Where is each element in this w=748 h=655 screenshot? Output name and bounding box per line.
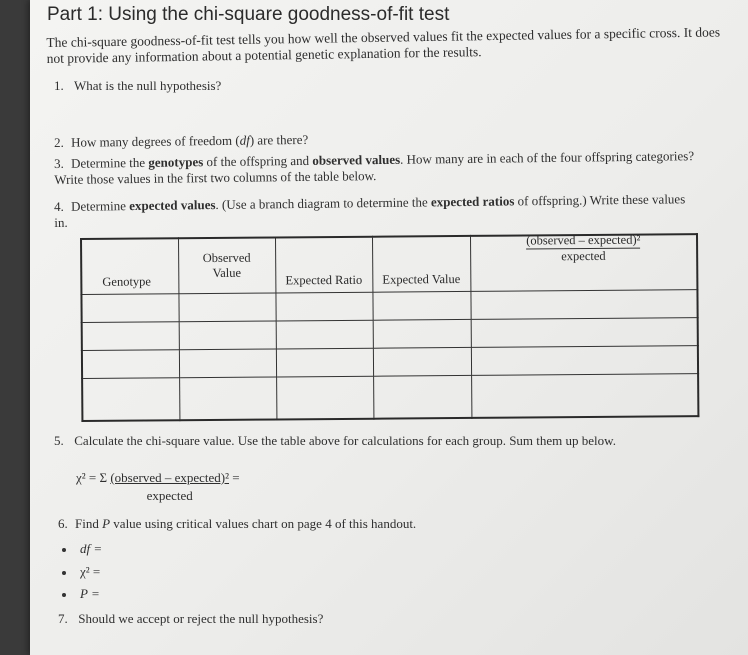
header-genotype: Genotype [81,238,178,294]
intro-text: The chi-square goodness-of-fit test tells you how well the observed values fit the expected values for a specific cross. It does not provide any information about a potential genetic explanation for the results. [46,24,721,66]
bullet-df [62,541,102,557]
table-cell[interactable] [179,321,276,350]
table-row [82,374,698,421]
question-number: 4. [54,198,64,214]
bold-term: genotypes [148,154,204,170]
header-chi-term [470,234,697,291]
table-cell[interactable] [372,291,470,320]
question-text: Determine [70,198,130,214]
formula-numerator: (observed – expected)² [110,470,230,485]
worksheet-page [30,0,748,655]
question-6 [58,516,416,532]
table-cell[interactable] [471,318,698,348]
table-cell[interactable] [471,346,698,376]
table-cell[interactable] [82,378,179,421]
chi-denominator: expected [561,248,606,264]
chi-fraction [526,233,640,265]
question-text: How many degrees of freedom ( [70,132,240,150]
bullet-chi-label: χ² = [80,564,101,579]
header-observed-bottom: Value [212,265,242,280]
question-text: Find [75,516,103,531]
formula-equals: = [229,470,240,485]
header-observed-top: Observed [202,250,251,266]
question-text: value using critical values chart on page 4 of this handout. [110,516,417,531]
bullet-dot [62,593,66,597]
question-text: ) are there? [249,131,309,148]
question-text: . (Use a branch diagram to determine the [215,194,432,213]
formula-lhs: χ² = Σ [76,470,111,485]
table-cell[interactable] [82,322,179,351]
bullet-df-label: df = [80,541,103,556]
question-text: Determine the [70,154,149,171]
table-cell[interactable] [275,292,372,321]
question-text: . How many are in each of the four offspring categories? Write those values in the first two columns of the table below. [54,148,695,187]
question-text: Calculate the chi-square value. Use the table above for calculations for each group. Sum them up below. [74,433,616,448]
p-term: P [102,516,111,531]
table-cell[interactable] [178,293,275,322]
question-2 [54,132,308,151]
table-cell[interactable] [470,290,697,320]
bold-term: observed values [312,151,401,168]
question-1 [54,78,221,94]
bullet-dot [62,548,66,552]
table-cell[interactable] [82,350,179,379]
bold-term: expected values [129,197,216,214]
question-text: of the offspring and [203,152,313,170]
header-expected-ratio: Expected Ratio [275,237,372,293]
question-3 [54,148,694,188]
question-number: 1. [54,78,64,93]
question-text: of offspring.) Write these values in. [54,191,686,230]
bullet-chi [62,564,100,580]
page-title: Part 1: Using the chi-square goodness-of-fit test [47,4,450,25]
table-cell[interactable] [373,320,471,349]
question-number: 6. [58,516,68,531]
bold-term: expected ratios [430,193,515,210]
table-cell[interactable] [471,374,698,418]
table-cell[interactable] [373,376,471,419]
question-number: 2. [54,134,64,150]
question-number: 5. [54,433,64,448]
table-cell[interactable] [81,294,178,323]
table-cell[interactable] [373,348,471,377]
question-number: 7. [58,611,68,626]
table-cell[interactable] [179,377,276,420]
table-cell[interactable] [276,348,373,377]
question-7 [58,611,323,627]
formula-fraction [110,470,229,504]
question-4 [54,191,694,231]
chi-square-table [80,233,699,422]
table-header-row [81,234,697,294]
table-cell[interactable] [276,377,373,420]
formula-denominator: expected [146,488,193,503]
bullet-dot [62,571,66,575]
header-expected-value: Expected Value [372,236,470,292]
intro-paragraph [46,4,737,67]
df-term: df [239,132,250,148]
question-text: Should we accept or reject the null hypothesis? [78,611,324,626]
bullet-p-label: P = [80,586,100,601]
question-number: 3. [54,155,64,171]
question-5 [54,433,616,449]
table-cell[interactable] [179,349,276,378]
chi-numerator: (observed – expected)² [526,232,641,248]
table-cell[interactable] [276,320,373,349]
bullet-p [62,586,100,602]
chi-square-formula [76,470,240,504]
question-text: What is the null hypothesis? [74,78,222,93]
header-observed-value [178,237,275,293]
